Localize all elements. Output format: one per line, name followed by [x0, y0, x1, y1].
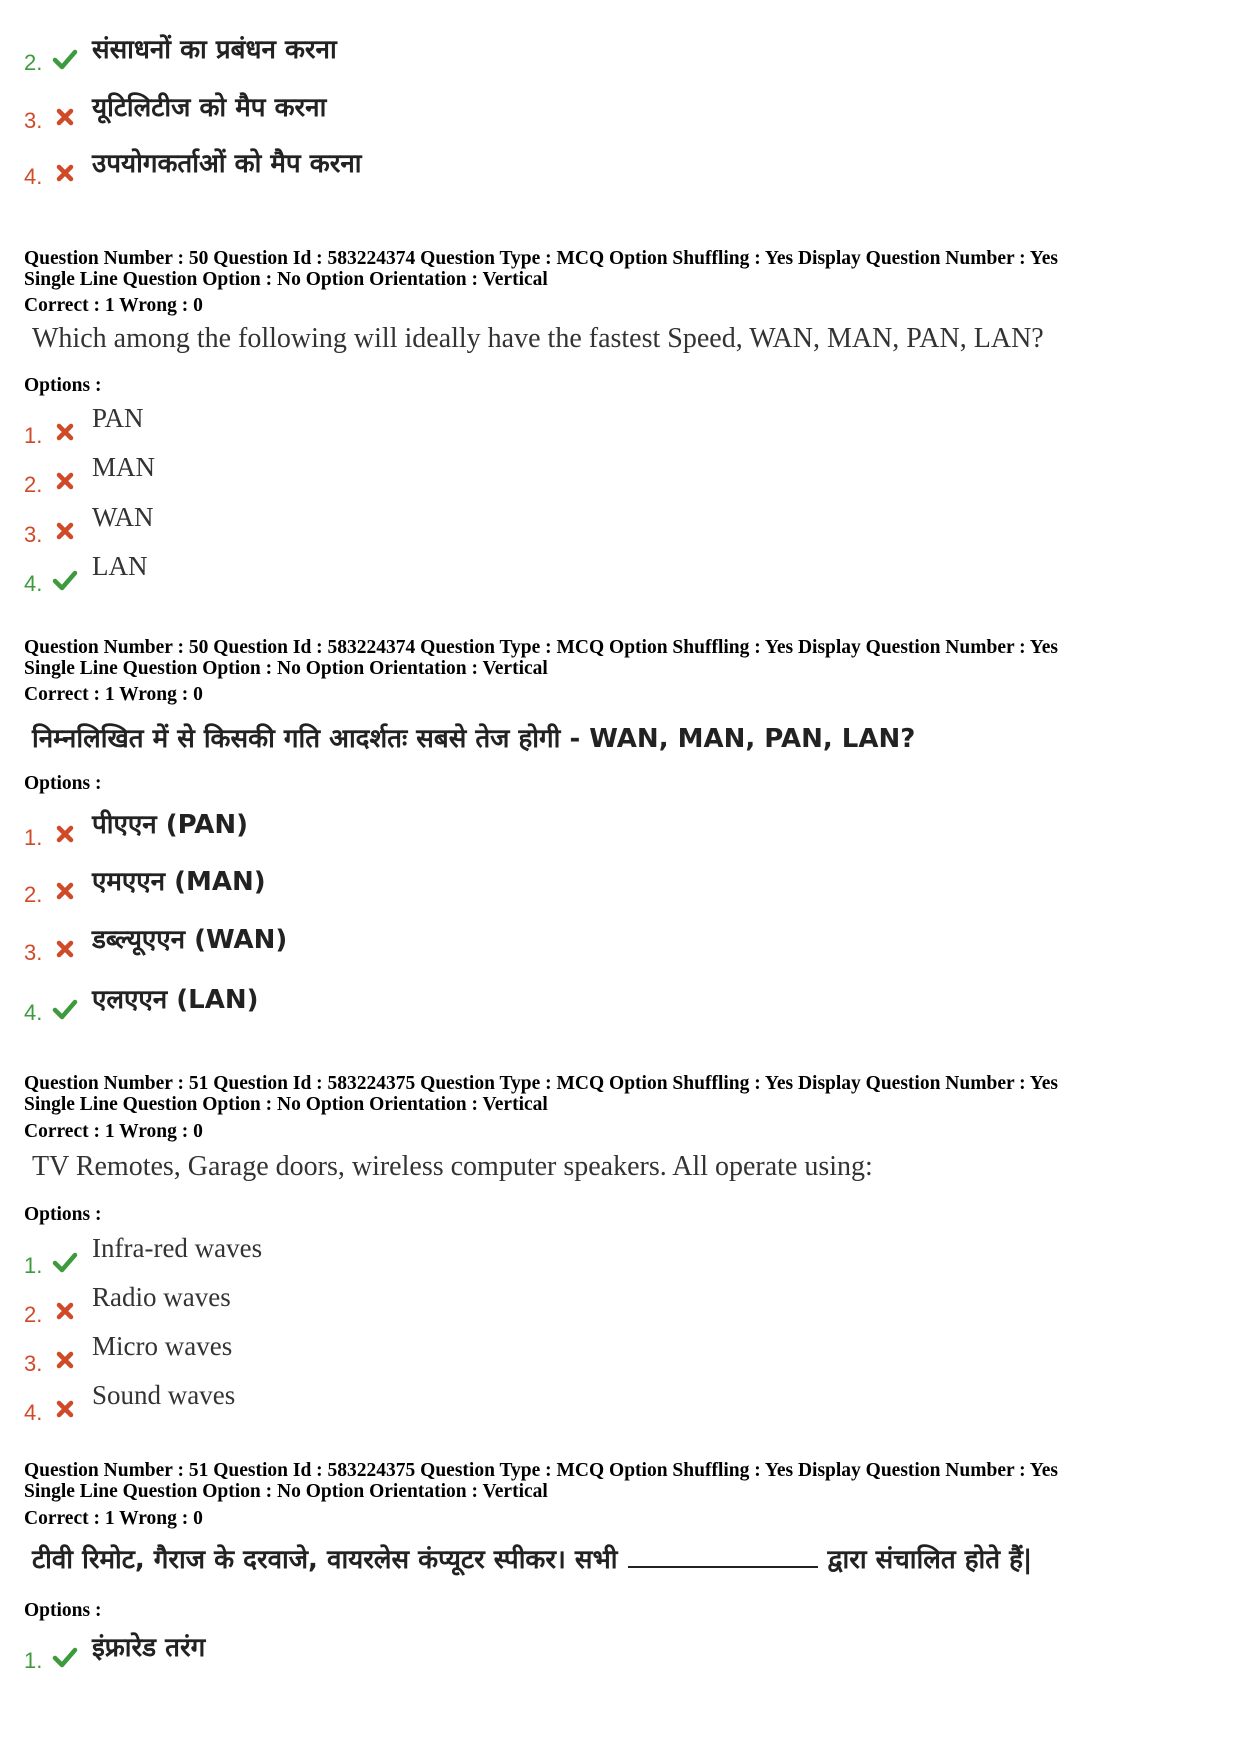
question-text-part: द्वारा संचालित होते हैं| — [827, 1545, 1033, 1575]
options-label: Options : — [24, 773, 102, 794]
cross-icon — [52, 1298, 78, 1324]
option-row — [24, 862, 1204, 910]
cross-icon — [52, 878, 78, 904]
option-number: 2. — [24, 50, 43, 75]
option-text: पीएएन (PAN) — [92, 810, 249, 840]
option-text: Sound waves — [92, 1380, 236, 1410]
check-icon — [52, 567, 78, 593]
marking-scheme: Correct : 1 Wrong : 0 — [24, 1121, 203, 1142]
option-text: डब्ल्यूएएन (WAN) — [92, 925, 288, 955]
option-number: 1. — [24, 1648, 43, 1673]
question-meta — [24, 248, 1214, 290]
option-text: PAN — [92, 403, 144, 433]
question-meta-line: Question Number : 50 Question Id : 583224374 Question Type : MCQ Option Shuffling : Yes Display Question Number : Yes — [24, 248, 1058, 269]
question-meta-line: Single Line Question Option : No Option Orientation : Vertical — [24, 1481, 548, 1502]
marking-scheme: Correct : 1 Wrong : 0 — [24, 684, 203, 705]
option-text: इंफ्रारेड तरंग — [92, 1633, 206, 1663]
option-row — [24, 551, 1204, 599]
cross-icon — [52, 160, 78, 186]
cross-icon — [52, 419, 78, 445]
option-text: LAN — [92, 551, 148, 581]
options-label: Options : — [24, 375, 102, 396]
option-number: 2. — [24, 882, 43, 907]
question-meta — [24, 1460, 1214, 1502]
option-text: Infra-red waves — [92, 1233, 263, 1263]
check-icon — [52, 1249, 78, 1275]
option-number: 1. — [24, 1253, 43, 1278]
question-meta-line: Question Number : 50 Question Id : 583224374 Question Type : MCQ Option Shuffling : Yes Display Question Number : Yes — [24, 637, 1058, 658]
marking-scheme: Correct : 1 Wrong : 0 — [24, 1508, 203, 1529]
answer-blank — [628, 1544, 818, 1568]
question-meta — [24, 1073, 1214, 1115]
option-row — [24, 1331, 1204, 1379]
cross-icon — [52, 468, 78, 494]
option-text: यूटिलिटीज को मैप करना — [92, 93, 327, 123]
option-row — [24, 1380, 1204, 1428]
check-icon — [52, 1644, 78, 1670]
options-label: Options : — [24, 1600, 102, 1621]
option-number: 3. — [24, 522, 43, 547]
option-number: 2. — [24, 1302, 43, 1327]
option-number: 3. — [24, 1351, 43, 1376]
option-text: एमएएन (MAN) — [92, 867, 266, 897]
cross-icon — [52, 821, 78, 847]
question-text-part: टीवी रिमोट, गैराज के दरवाजे, वायरलेस कंप्यूटर स्पीकर। सभी — [32, 1545, 618, 1575]
option-number: 1. — [24, 423, 43, 448]
question-meta-line: Question Number : 51 Question Id : 583224375 Question Type : MCQ Option Shuffling : Yes Display Question Number : Yes — [24, 1460, 1058, 1481]
marking-scheme: Correct : 1 Wrong : 0 — [24, 295, 203, 316]
option-number: 4. — [24, 1400, 43, 1425]
option-row — [24, 805, 1204, 853]
option-number: 3. — [24, 940, 43, 965]
option-text: संसाधनों का प्रबंधन करना — [92, 35, 337, 65]
options-label: Options : — [24, 1204, 102, 1225]
question-text: निम्नलिखित में से किसकी गति आदर्शतः सबसे तेज होगी - WAN, MAN, PAN, LAN? — [32, 724, 916, 754]
option-number: 3. — [24, 108, 43, 133]
option-number: 2. — [24, 472, 43, 497]
cross-icon — [52, 936, 78, 962]
cross-icon — [52, 104, 78, 130]
question-text: TV Remotes, Garage doors, wireless computer speakers. All operate using: — [32, 1151, 873, 1182]
option-number: 4. — [24, 571, 43, 596]
option-row — [24, 30, 1204, 78]
option-row — [24, 144, 1204, 192]
option-row — [24, 920, 1204, 968]
question-meta-line: Single Line Question Option : No Option Orientation : Vertical — [24, 658, 548, 679]
option-text: उपयोगकर्ताओं को मैप करना — [92, 149, 362, 179]
cross-icon — [52, 1396, 78, 1422]
option-row — [24, 88, 1204, 136]
option-number: 4. — [24, 1000, 43, 1025]
question-meta-line: Single Line Question Option : No Option Orientation : Vertical — [24, 269, 548, 290]
check-icon — [52, 46, 78, 72]
option-text: एलएएन (LAN) — [92, 985, 259, 1015]
option-text: MAN — [92, 452, 156, 482]
option-number: 4. — [24, 164, 43, 189]
cross-icon — [52, 1347, 78, 1373]
check-icon — [52, 996, 78, 1022]
option-row — [24, 403, 1204, 451]
question-text — [32, 1540, 1032, 1576]
option-text: Radio waves — [92, 1282, 231, 1312]
option-row — [24, 452, 1204, 500]
question-meta-line: Question Number : 51 Question Id : 583224375 Question Type : MCQ Option Shuffling : Yes Display Question Number : Yes — [24, 1073, 1058, 1094]
question-meta-line: Single Line Question Option : No Option Orientation : Vertical — [24, 1094, 548, 1115]
option-row — [24, 980, 1204, 1028]
option-row — [24, 1233, 1204, 1281]
option-row — [24, 1628, 1204, 1676]
option-text: Micro waves — [92, 1331, 233, 1361]
option-text: WAN — [92, 502, 154, 532]
question-text: Which among the following will ideally have the fastest Speed, WAN, MAN, PAN, LAN? — [32, 323, 1044, 354]
option-row — [24, 502, 1204, 550]
cross-icon — [52, 518, 78, 544]
option-row — [24, 1282, 1204, 1330]
question-meta — [24, 637, 1214, 679]
option-number: 1. — [24, 825, 43, 850]
